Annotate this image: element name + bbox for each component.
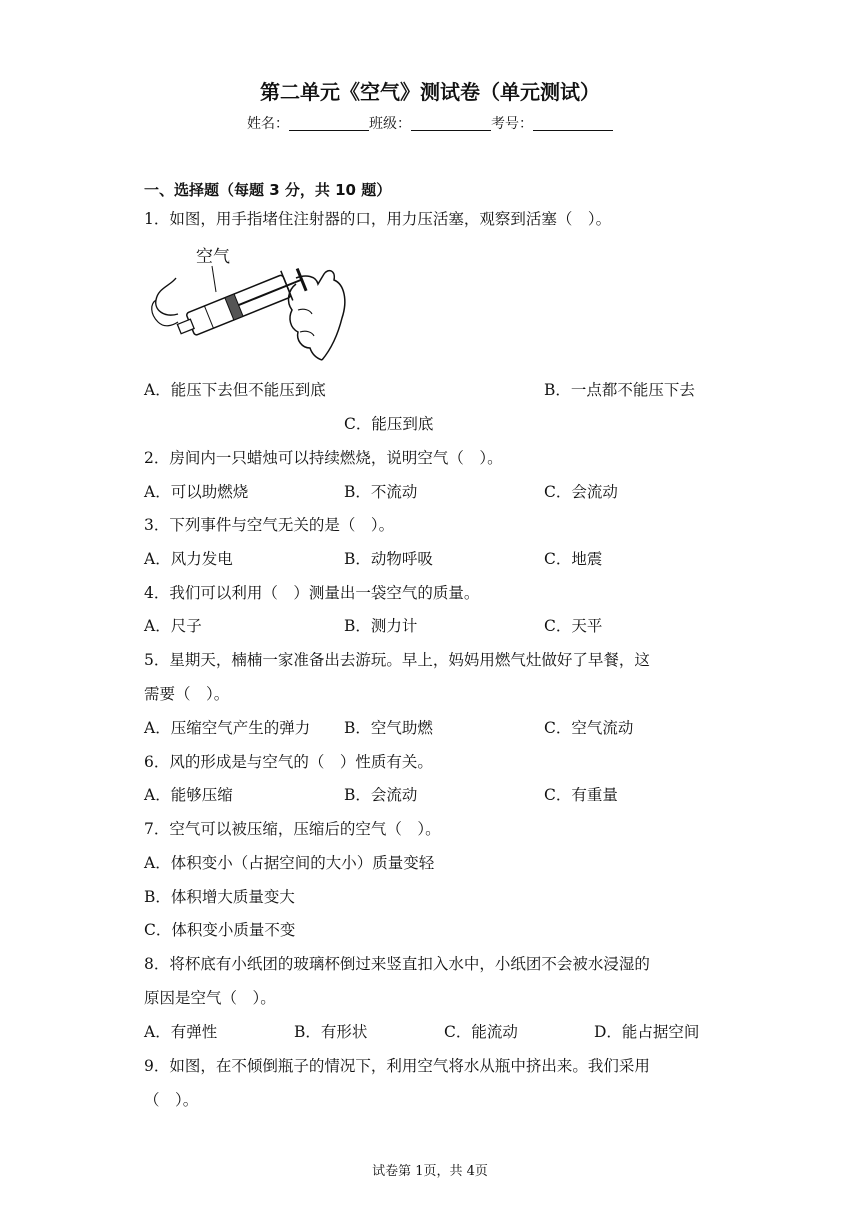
q7-option-c[interactable]: C．体积变小质量不变 — [144, 921, 296, 939]
name-blank[interactable] — [289, 116, 369, 131]
q8-option-c[interactable]: C．能流动 — [444, 1023, 518, 1041]
q8-option-b[interactable]: B．有形状 — [294, 1023, 368, 1041]
q6-option-c[interactable]: C．有重量 — [544, 786, 618, 804]
q7-option-a[interactable]: A．体积变小（占据空间的大小）质量变轻 — [144, 854, 435, 872]
question-7: 7．空气可以被压缩，压缩后的空气（ ）。 — [144, 820, 441, 838]
page-footer: 试卷第 1页，共 4页 — [372, 1164, 488, 1179]
page-title: 第二单元《空气》测试卷（单元测试） — [260, 80, 600, 104]
figure-label: 空气 — [196, 247, 230, 267]
question-9-line-1: 9．如图，在不倾倒瓶子的情况下，利用空气将水从瓶中挤出来。我们采用 — [144, 1057, 650, 1075]
q6-option-a[interactable]: A．能够压缩 — [144, 786, 233, 804]
q2-option-b[interactable]: B．不流动 — [344, 483, 418, 501]
q1-option-b[interactable]: B．一点都不能压下去 — [544, 381, 695, 399]
q8-option-a[interactable]: A．有弹性 — [144, 1023, 218, 1041]
name-label: 姓名： — [247, 116, 289, 132]
question-3: 3．下列事件与空气无关的是（ ）。 — [144, 516, 395, 534]
q3-option-a[interactable]: A．风力发电 — [144, 550, 233, 568]
q5-option-a[interactable]: A．压缩空气产生的弹力 — [144, 719, 311, 737]
q5-option-b[interactable]: B．空气助燃 — [344, 719, 433, 737]
q4-option-b[interactable]: B．测力计 — [344, 617, 418, 635]
q4-option-c[interactable]: C．天平 — [544, 617, 603, 635]
section-heading: 一、选择题（每题 3 分，共 10 题） — [144, 181, 392, 199]
q3-option-c[interactable]: C．地震 — [544, 550, 603, 568]
q6-option-b[interactable]: B．会流动 — [344, 786, 418, 804]
q5-option-c[interactable]: C．空气流动 — [544, 719, 634, 737]
question-5-line-2: 需要（ ）。 — [144, 685, 230, 703]
q3-option-b[interactable]: B．动物呼吸 — [344, 550, 433, 568]
q2-option-c[interactable]: C．会流动 — [544, 483, 618, 501]
question-2: 2．房间内一只蜡烛可以持续燃烧，说明空气（ ）。 — [144, 449, 503, 467]
question-8-line-2: 原因是空气（ ）。 — [144, 989, 276, 1007]
q7-option-b[interactable]: B．体积增大质量变大 — [144, 888, 295, 906]
q1-option-c[interactable]: C．能压到底 — [344, 415, 434, 433]
class-blank[interactable] — [411, 116, 491, 131]
student-info-line — [0, 113, 860, 133]
q1-option-a[interactable]: A．能压下去但不能压到底 — [144, 381, 326, 399]
q4-option-a[interactable]: A．尺子 — [144, 617, 202, 635]
question-4: 4．我们可以利用（ ）测量出一袋空气的质量。 — [144, 584, 480, 602]
q8-option-d[interactable]: D．能占据空间 — [594, 1023, 700, 1041]
question-8-line-1: 8．将杯底有小纸团的玻璃杯倒过来竖直扣入水中，小纸团不会被水浸湿的 — [144, 955, 650, 973]
exam-number-blank[interactable] — [533, 116, 613, 131]
syringe-figure — [146, 244, 350, 362]
question-1: 1．如图，用手指堵住注射器的口，用力压活塞，观察到活塞（ ）。 — [144, 210, 612, 228]
exam-number-label: 考号： — [491, 116, 533, 132]
class-label: 班级： — [369, 116, 411, 132]
question-6: 6．风的形成是与空气的（ ）性质有关。 — [144, 753, 433, 771]
q2-option-a[interactable]: A．可以助燃烧 — [144, 483, 249, 501]
question-5-line-1: 5．星期天，楠楠一家准备出去游玩。早上，妈妈用燃气灶做好了早餐，这 — [144, 651, 650, 669]
question-9-line-2: （ ）。 — [144, 1091, 199, 1109]
